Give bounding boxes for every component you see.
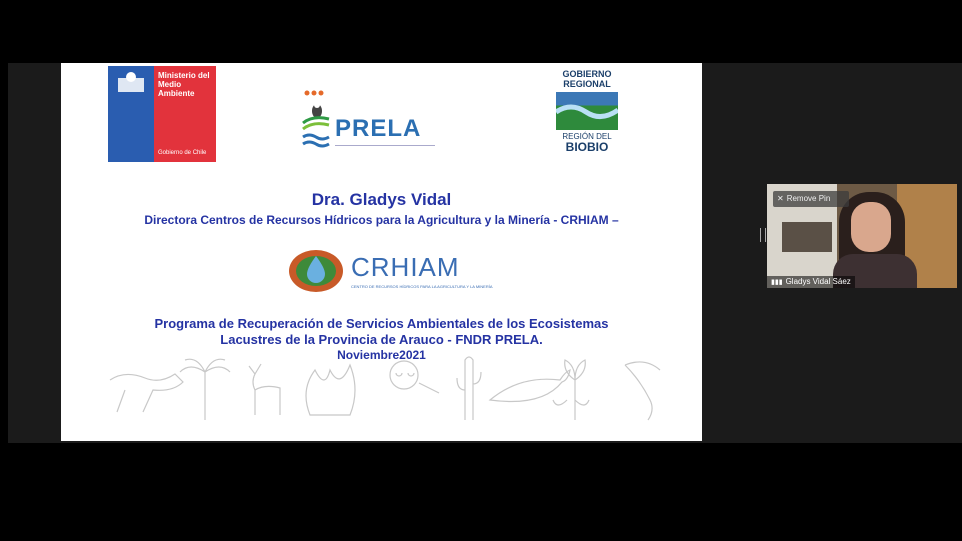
mma-line3: Ambiente: [158, 89, 195, 98]
owl-icon: [390, 361, 439, 393]
gore-line2: REGIONAL: [563, 79, 611, 89]
prela-tagline-lines: [335, 145, 435, 156]
ministerio-medio-ambiente-logo: [108, 66, 216, 162]
gore-line1: GOBIERNO: [562, 69, 612, 79]
prela-wordmark: PRELA: [335, 115, 422, 142]
gore-line4: BIOBIO: [565, 140, 609, 154]
program-title-line1: Programa de Recuperación de Servicios Ambientales de los Ecosistemas: [154, 316, 609, 331]
presenter-role: Directora Centros de Recursos Hídricos para la Agricultura y la Minería - CRHIAM –: [144, 213, 619, 227]
presenter-name: Dra. Gladys Vidal: [311, 190, 452, 209]
mma-line1: Ministerio del: [158, 71, 210, 80]
presentation-date: Noviembre2021: [337, 348, 426, 362]
prela-logo: [299, 89, 439, 159]
mma-line2: Medio: [158, 80, 182, 89]
whale-icon: [490, 370, 570, 402]
shrub-icon: [306, 365, 355, 415]
cactus-icon: [457, 357, 481, 420]
mma-footer: Gobierno de Chile: [158, 150, 207, 156]
crhiam-drop-icon: [287, 248, 345, 294]
gore-line3: REGIÓN DEL: [562, 132, 612, 141]
video-background-shelf: [782, 222, 832, 252]
palm-tree-icon: [180, 359, 230, 420]
crhiam-logo: [287, 246, 497, 296]
crhiam-wordmark: CRHIAM: [351, 252, 460, 282]
fox-icon: [110, 374, 183, 412]
condor-icon: [625, 362, 660, 420]
fauna-flora-illustrations: [105, 345, 665, 425]
deer-icon: [249, 364, 280, 415]
flower-plant-icon: [553, 360, 589, 420]
prela-bird-icon: [299, 89, 333, 155]
program-title-line2: Lacustres de la Provincia de Arauco - FNDR PRELA.: [220, 332, 543, 347]
panel-resize-handle[interactable]: [760, 228, 766, 242]
participant-name-label: [767, 276, 855, 288]
participant-name: Gladys Vidal Sáez: [785, 277, 851, 286]
participant-face: [851, 202, 891, 252]
chile-crest-icon: [116, 70, 146, 96]
remove-pin-label: Remove Pin: [786, 194, 831, 203]
pin-icon: ✕: [777, 194, 784, 203]
remove-pin-button[interactable]: [773, 191, 849, 207]
crhiam-tagline: CENTRO DE RECURSOS HÍDRICOS PARA LA AGRICULTURA Y LA MINERÍA: [351, 284, 493, 289]
signal-bars-icon: ▮▮▮: [771, 279, 783, 286]
gobierno-regional-biobio-logo: [554, 69, 620, 161]
biobio-river-icon: [556, 92, 618, 130]
program-title: [61, 316, 702, 348]
presentation-slide: [61, 63, 702, 441]
